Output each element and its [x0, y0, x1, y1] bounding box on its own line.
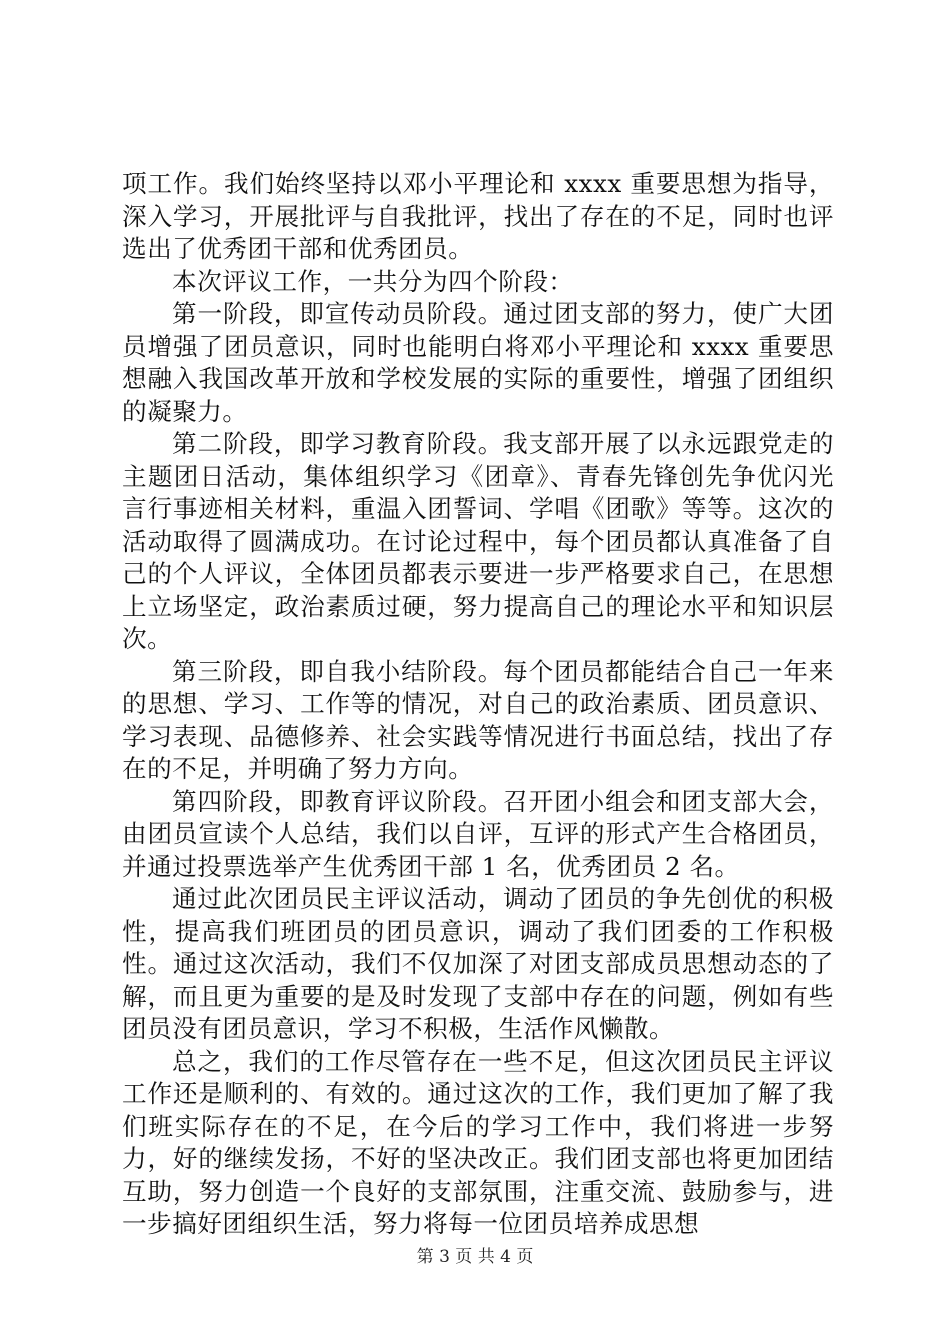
- paragraph-continuation: 项工作。我们始终坚持以邓小平理论和 xxxx 重要思想为指导，深入学习，开展批评与自我批评，找出了存在的不足，同时也评选出了优秀团干部和优秀团员。: [122, 169, 834, 263]
- paragraph-stage-two: 第二阶段，即学习教育阶段。我支部开展了以永远跟党走的主题团日活动，集体组织学习《团章》、青春先锋创先争优闪光言行事迹相关材料，重温入团誓词、学唱《团歌》等等。这次的活动取得了圆满成功。在讨论过程中，每个团员都认真准备了自己的个人评议，全体团员都表示要进一步严格要求自己，在思想上立场坚定，政治素质过硬，努力提高自己的理论水平和知识层次。: [122, 429, 834, 653]
- paragraph-stages-intro: 本次评议工作，一共分为四个阶段：: [172, 266, 574, 296]
- paragraph-summary: 总之，我们的工作尽管存在一些不足，但这次团员民主评议工作还是顺利的、有效的。通过这次的工作，我们更加了解了我们班实际存在的不足，在今后的学习工作中，我们将进一步努力，好的继续发扬，不好的坚决改正。我们团支部也将更加团结互助，努力创造一个良好的支部氛围，注重交流、鼓励参与，进一步搞好团组织生活，努力将每一位团员培养成思想: [122, 1046, 834, 1238]
- paragraph-stage-four: 第四阶段，即教育评议阶段。召开团小组会和团支部大会，由团员宣读个人总结，我们以自评，互评的形式产生合格团员，并通过投票选举产生优秀团干部 1 名，优秀团员 2 名。: [122, 786, 834, 881]
- document-body: [122, 168, 834, 1241]
- page-number-footer: 第 3 页 共 4 页: [416, 1247, 534, 1267]
- paragraph-activity-result: 通过此次团员民主评议活动，调动了团员的争先创优的积极性，提高我们班团员的团员意识，调动了我们团委的工作积极性。通过这次活动，我们不仅加深了对团支部成员思想动态的了解，而且更为重要的是及时发现了支部中存在的问题，例如有些团员没有团员意识，学习不积极，生活作风懒散。: [122, 884, 834, 1043]
- paragraph-stage-three: 第三阶段，即自我小结阶段。每个团员都能结合自己一年来的思想、学习、工作等的情况，对自己的政治素质、团员意识、学习表现、品德修养、社会实践等情况进行书面总结，找出了存在的不足，并明确了努力方向。: [122, 656, 834, 783]
- paragraph-stage-one: 第一阶段，即宣传动员阶段。通过团支部的努力，使广大团员增强了团员意识，同时也能明白将邓小平理论和 xxxx 重要思想融入我国改革开放和学校发展的实际的重要性，增强了团组织的凝聚力。: [122, 299, 834, 426]
